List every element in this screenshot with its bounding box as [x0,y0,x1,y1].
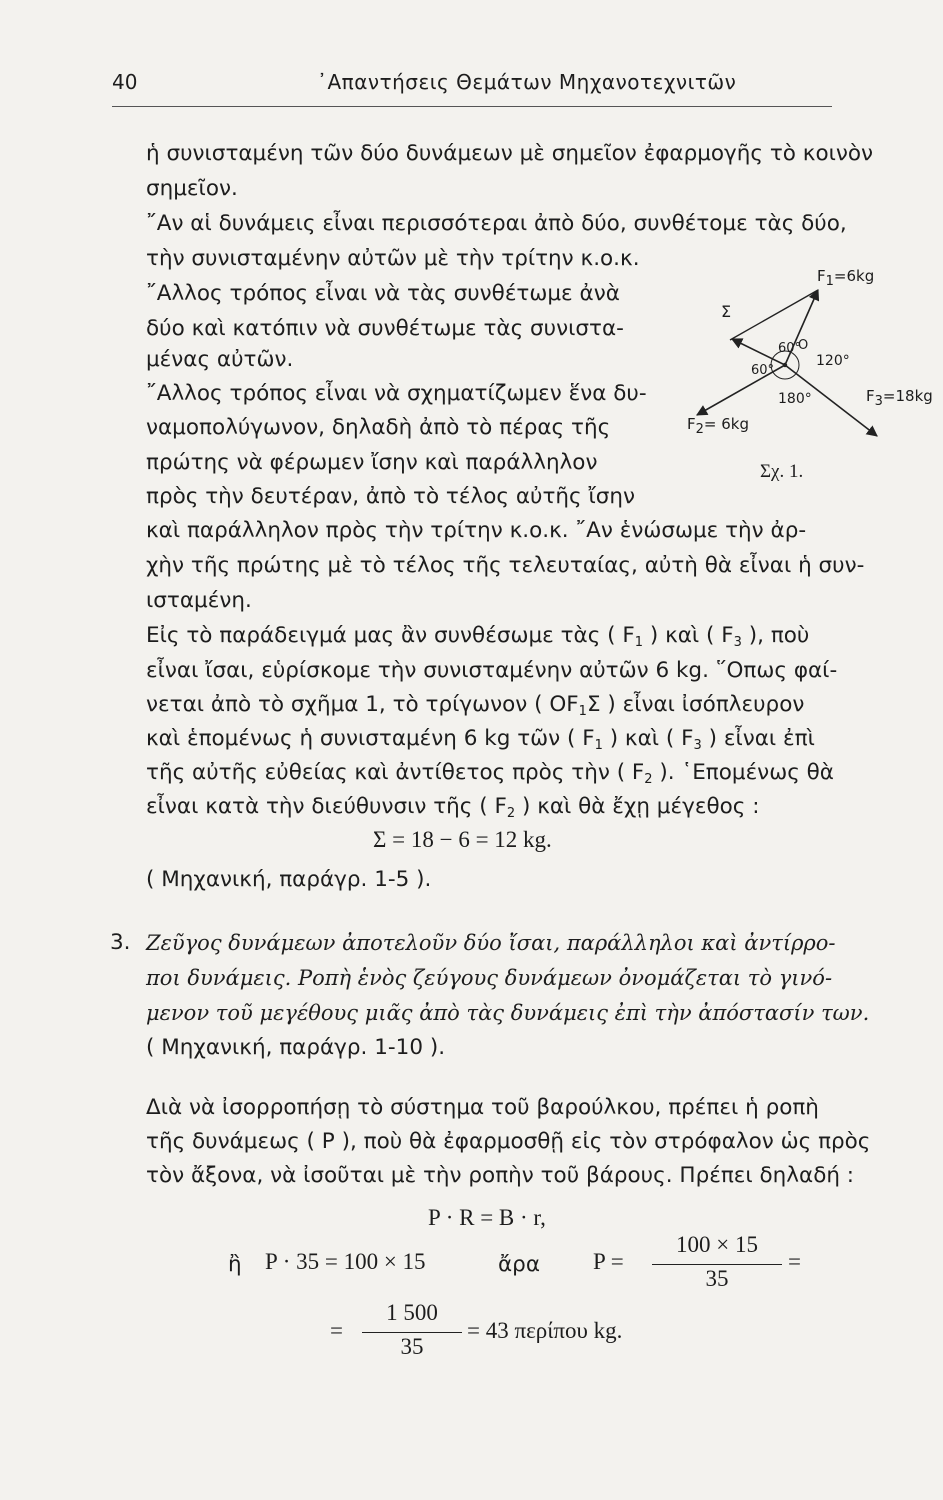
equation-equals: = [788,1249,801,1274]
reference: ( Μηχανική, παράγρ. 1-10 ). [146,1035,446,1060]
force-diagram [675,266,935,486]
definition-line: ποι δυνάμεις. Ροπὴ ἑνὸς ζεύγους δυνάμεων ὀνομάζεται τὸ γινό- [146,966,833,990]
equation-p-label: P = [593,1249,624,1274]
text-line: Διὰ νὰ ἰσορροπήσῃ τὸ σύστημα τοῦ βαρούλκου, πρέπει ἡ ροπὴ [146,1095,819,1120]
label-f1: F1=6kg [817,267,875,289]
text-line: τὴν συνισταμένην αὐτῶν μὲ τὴν τρίτην κ.ο.κ. [146,246,640,271]
fraction-numerator: 1 500 [386,1300,438,1325]
text-line: πρὸς τὴν δευτέραν, ἀπὸ τὸ τέλος αὐτῆς ἴσην [146,484,635,509]
text-line: τῆς δυνάμεως ( P ), ποὺ θὰ ἐφαρμοσθῇ εἰς τὸν στρόφαλον ὡς πρὸς [146,1129,871,1154]
text-line: δύο καὶ κατόπιν νὰ συνθέτωμε τὰς συνιστα- [146,316,624,341]
page-number: 40 [112,70,138,94]
definition-line: Ζεῦγος δυνάμεων ἀποτελοῦν δύο ἴσαι, παράλληλοι καὶ ἀντίρρο- [146,931,836,955]
header-rule [112,106,832,107]
definition-line: μενον τοῦ μεγέθους μιᾶς ἀπὸ τὰς δυνάμεις ἐπὶ τὴν ἀπόστασίν των. [146,1001,870,1025]
text-line: καὶ παράλληλον πρὸς τὴν τρίτην κ.ο.κ. ῎Αν ἑνώσωμε τὴν ἀρ- [146,518,807,543]
text-line: ισταμένη. [146,588,252,613]
text-line: ῎Αλλος τρόπος εἶναι νὰ σχηματίζωμεν ἕνα δυ- [146,381,647,406]
label-angle-120: 120° [816,353,850,369]
text-line: πρώτης νὰ φέρωμεν ἴσην καὶ παράλληλον [146,450,598,475]
text-line: χὴν τῆς πρώτης μὲ τὸ τέλος τῆς τελευταίας, αὐτὴ θὰ εἶναι ἡ συν- [146,553,865,578]
text-line: ῎Αν αἱ δυνάμεις εἶναι περισσότεραι ἀπὸ δύο, συνθέτομε τὰς δύο, [146,211,847,236]
label-f3: F3=18kg [866,387,933,409]
running-title: ᾿Απαντήσεις Θεμάτων Μηχανοτεχνιτῶν [317,70,737,94]
figure-caption: Σχ. 1. [760,461,804,482]
text-line: εἶναι ἴσαι, εὑρίσκομε τὴν συνισταμένην αὐτῶν 6 kg. ῞Οπως φαί- [146,658,838,683]
equation-sigma: Σ = 18 − 6 = 12 kg. [373,827,552,852]
label-angle-60-b: 60° [751,363,775,378]
label-angle-180: 180° [778,391,812,407]
label-sigma: Σ [721,302,732,321]
text-line: ἡ συνισταμένη τῶν δύο δυνάμεων μὲ σημεῖον ἐφαρμογῆς τὸ κοινὸν [146,141,874,166]
equation-substituted: P · 35 = 100 × 15 [265,1249,426,1274]
fraction-bar [362,1332,462,1333]
item-number: 3. [110,930,131,955]
running-header [112,70,832,104]
fraction-denominator: 35 [400,1334,424,1359]
text-line: σημεῖον. [146,176,238,201]
text-line: τῆς αὐτῆς εὐθείας καὶ ἀντίθετος πρὸς τὴν ( $F_2$ ). ῾Επομένως θὰ [146,760,834,787]
label-angle-60-a: 60° [778,341,802,356]
fraction-numerator: 100 × 15 [676,1232,758,1257]
text-line: ῎Αλλος τρόπος εἶναι νὰ τὰς συνθέτωμε ἀνὰ [146,281,620,306]
label-o: O [798,338,809,353]
equation-moment: P · R = B · r, [428,1205,546,1230]
text-line: Εἰς τὸ παράδειγμά μας ἂν συνθέσωμε τὰς ( $F_1$ ) καὶ ( $F_3$ ), ποὺ [146,623,810,650]
text-line: εἶναι κατὰ τὴν διεύθυνσιν τῆς ( $F_2$ ) καὶ θὰ ἔχῃ μέγεθος : [146,794,760,821]
equation-therefore: ἄρα [498,1252,540,1277]
text-line: νεται ἀπὸ τὸ σχῆμα 1, τὸ τρίγωνον ( $OF_1\Sigma$ ) εἶναι ἰσόπλευρον [146,692,805,719]
label-f2: F2= 6kg [687,415,750,437]
text-line: μένας αὐτῶν. [146,347,294,372]
text-line: τὸν ἄξονα, νὰ ἰσοῦται μὲ τὴν ροπὴν τοῦ βάρους. Πρέπει δηλαδή : [146,1163,855,1188]
equation-result: = 43 περίπου kg. [467,1318,623,1343]
fraction-denominator: 35 [705,1266,729,1291]
text-line: ναμοπολύγωνον, δηλαδὴ ἀπὸ τὸ πέρας τῆς [146,415,611,440]
text-line: καὶ ἑπομένως ἡ συνισταμένη 6 kg τῶν ( $F_1$ ) καὶ ( $F_3$ ) εἶναι ἐπὶ [146,726,815,753]
parallel-line [730,290,818,340]
fraction-bar [652,1264,782,1265]
reference: ( Μηχανική, παράγρ. 1-5 ). [146,867,432,892]
origin-point [783,363,787,367]
equation-or: ἢ [228,1252,242,1277]
equation-equals: = [330,1318,343,1343]
